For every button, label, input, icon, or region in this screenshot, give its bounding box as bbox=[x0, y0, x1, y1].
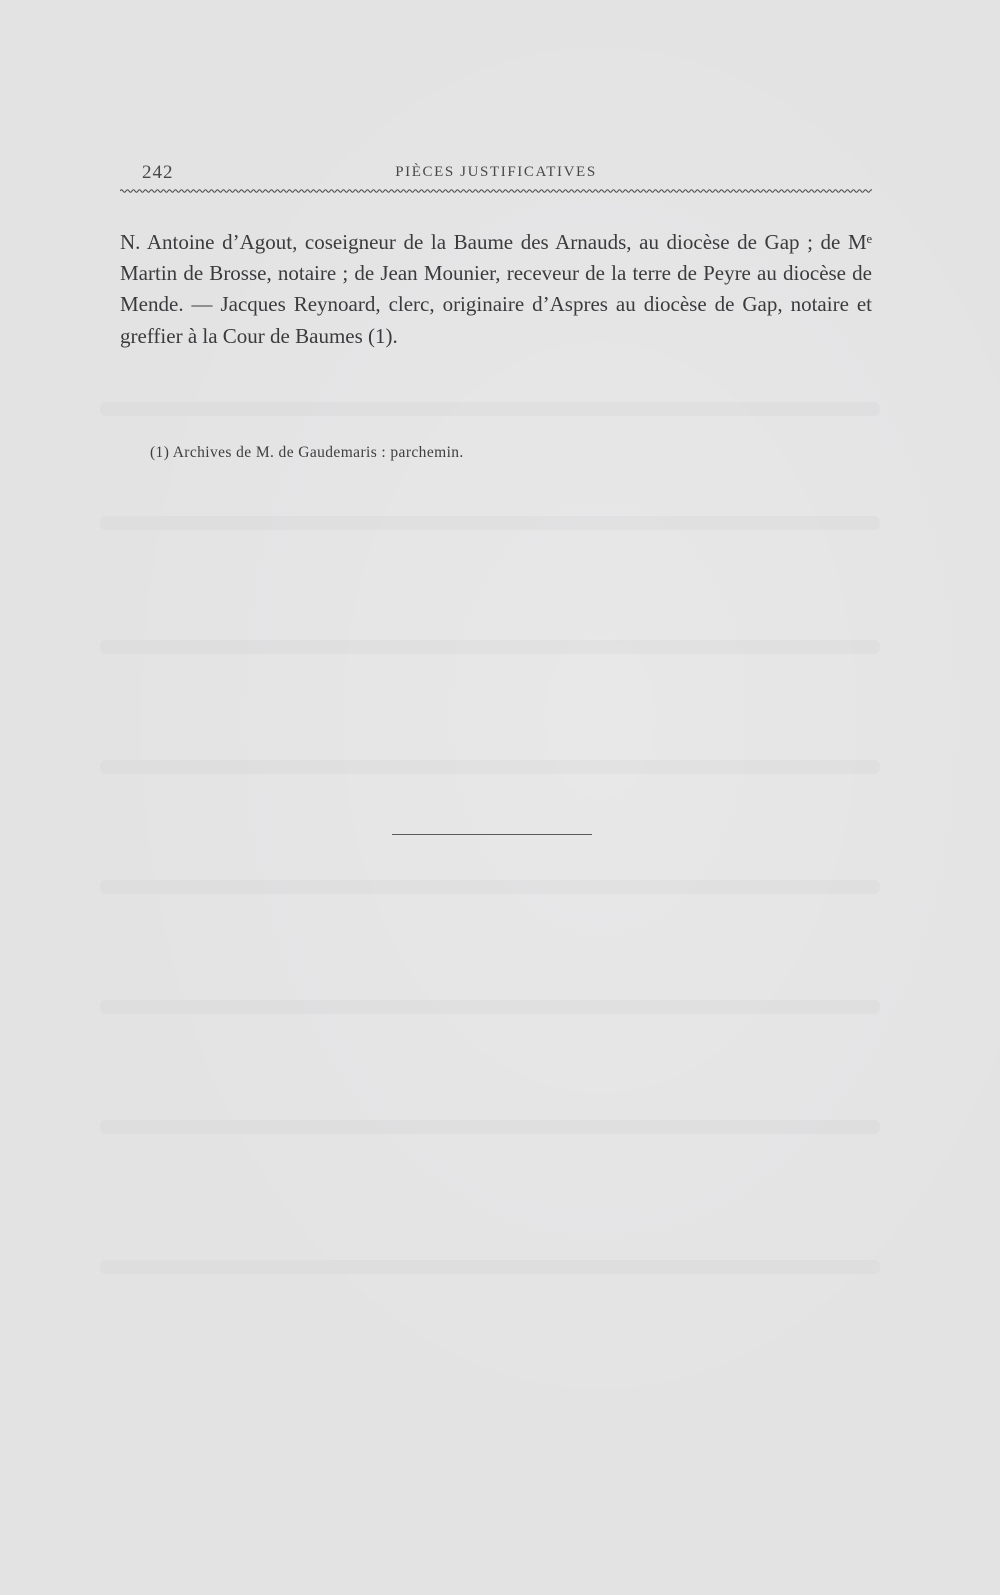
show-through-line bbox=[100, 880, 880, 894]
body-paragraph: N. Antoine d’Agout, coseigneur de la Baume des Arnauds, au diocèse de Gap ; de Mᵉ Martin de Brosse, notaire ; de Jean Mounier, receveur de la terre de Peyre au diocèse de Mende. — Jacques Reynoard, clerc, originaire d’Aspres au diocèse de Gap, notaire et greffier à la Cour de Baumes (1). bbox=[120, 230, 872, 348]
wavy-rule-divider bbox=[120, 187, 872, 195]
show-through-line bbox=[100, 516, 880, 530]
show-through-line bbox=[100, 1260, 880, 1274]
show-through-line bbox=[100, 640, 880, 654]
running-head bbox=[120, 162, 872, 186]
footnote: (1) Archives de M. de Gaudemaris : parchemin. bbox=[150, 444, 464, 461]
running-title: PIÈCES JUSTIFICATIVES bbox=[395, 164, 597, 180]
page-number: 242 bbox=[142, 162, 174, 183]
end-rule-divider bbox=[392, 834, 592, 835]
show-through-line bbox=[100, 1000, 880, 1014]
show-through-line bbox=[100, 760, 880, 774]
show-through-line bbox=[100, 1120, 880, 1134]
show-through-line bbox=[100, 402, 880, 416]
